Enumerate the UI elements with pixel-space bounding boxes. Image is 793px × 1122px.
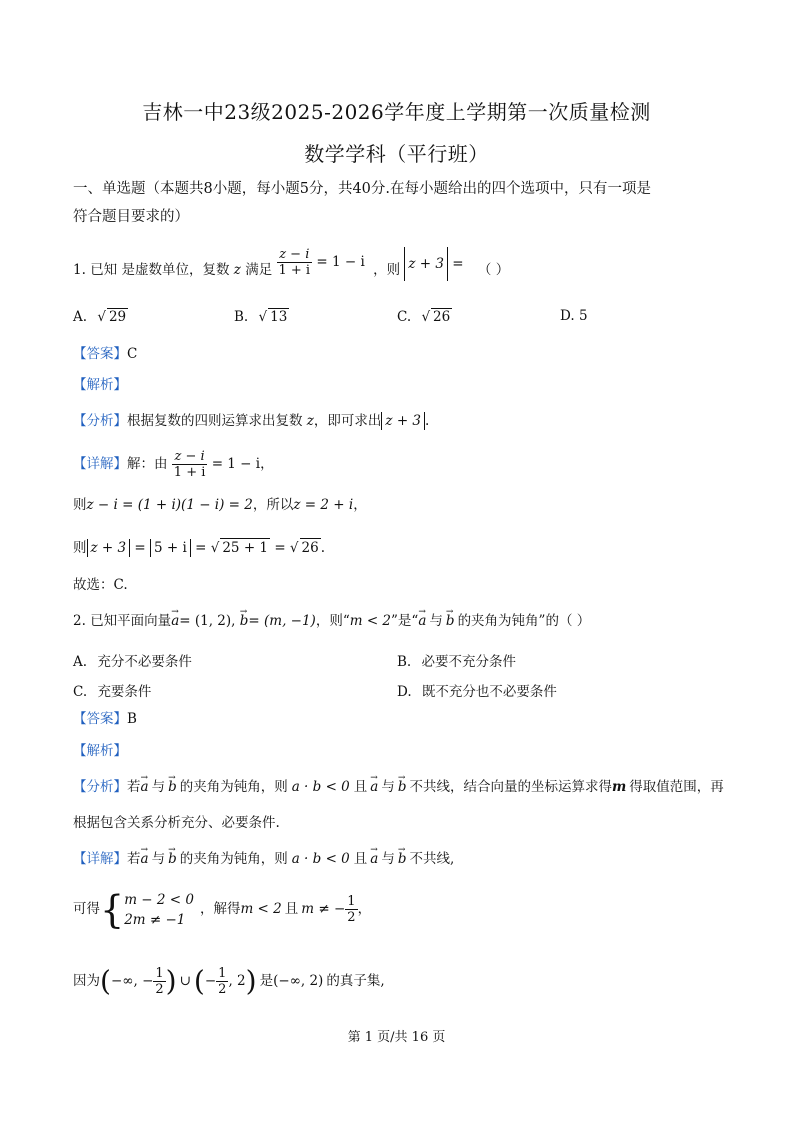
q2-stem-mid2: ”是“ [391,613,419,629]
sys-line2: 2m ≠ −1 [124,911,186,928]
q2-answer [73,710,137,728]
answer-tag: 【答案】 [73,711,127,727]
q2-fenxi-line2: 根据包含关系分析充分、必要条件. [73,815,280,831]
fenxi-var-z: z [306,413,314,429]
q2-stem-pre: 已知平面向量 [90,613,172,629]
q1-stem-pre: 已知 是虚数单位，复数 [90,262,230,278]
q2-number: 2. [73,613,86,629]
last-set3: (−∞, 2) [273,973,324,989]
fenxi-p3: 的夹角为钝角，则 [179,779,288,795]
xj-p2: 与 [151,851,166,867]
sys-line1: m − 2 < 0 [124,891,194,908]
option-value: 26 [433,309,451,325]
q2-option-a [73,650,192,670]
last-union: ∪ [179,973,191,989]
q1-analysis-tag [73,376,127,394]
q2-stem: 2. 已知平面向量→ a= (1, 2), → b= (m, −1)，则“m < 2”是“→ a 与→ b 的夹角为钝角”的（ ） [73,612,590,630]
q1-frac-num: z − i [277,247,313,263]
vec-a: → a [370,850,378,868]
q1-stem-post: ，则 [373,262,401,278]
option-value: 充要条件 [97,684,152,700]
option-label: C. [397,309,412,325]
fenxi-abs: z + 3 [381,412,425,430]
option-label: D. [397,684,412,700]
xj-frac-num: z − i [172,449,208,465]
q1-number: 1. [73,262,86,278]
q2-option-d [397,680,557,700]
sys-frac-den: 2 [347,910,356,925]
page-subtitle: 数学学科（平行班） [304,142,489,166]
vec-a: → a [141,778,149,796]
section-heading: 一、单选题（本题共8小题，每小题5分，共40分.在每小题给出的四个选项中，只有一项是 [73,181,652,197]
sys-pre: 可得 [73,901,100,917]
q2-vec-a-val: = (1, 2) [179,613,232,629]
option-value: 13 [270,309,288,325]
q2-analysis-tag [73,742,127,760]
vec-a: → a [370,778,378,796]
option-label: B. [397,654,412,670]
last-mid: 是 [259,973,274,989]
fenxi-p6: 不共线，结合向量的坐标运算求得 [409,779,612,795]
q1-eq: = [452,256,464,272]
answer-tag: 【答案】 [73,346,127,362]
fenxi-tag: 【分析】 [73,779,127,795]
xj2-result: z = 2 + i [293,497,354,513]
q1-frac-den: 1 + i [278,263,311,278]
xj-p5: 与 [381,851,395,867]
page-footer: 第 1 页/共 16 页 [347,1030,446,1045]
q1-var-z: z [233,262,241,278]
fenxi-m: m [612,779,627,795]
fenxi-p7: 得取值范围，再 [629,779,724,795]
q1-option-c: C. √ 26 [397,309,451,325]
option-value: 充分不必要条件 [97,654,192,670]
xj3-abs-b: 5 + i [150,539,191,557]
q2-stem-b: → b [446,612,455,630]
fenxi-tag: 【分析】 [73,413,127,429]
q2-option-c [73,680,151,700]
fenxi-text: 根据复数的四则运算求出复数 [127,413,303,429]
fenxi-p4: 且 [353,779,368,795]
last-frac2: $\frac{1}{2}$ [218,966,227,997]
q2-stem-mid: ，则“ [315,613,350,629]
last-set1-a: −∞, − [110,973,154,989]
xj3-end: . [320,540,326,556]
xj-dot: a · b < 0 [291,851,350,867]
q1-xiangjie-line1 [73,444,274,484]
sys-m: m ≠ − [301,901,346,917]
q2-last-line: 因为(−∞, − $\frac{1}{2}$ ) ∪ (− $\frac{1}{2}$ , 2) 是(−∞, 2) 的真子集, [73,964,385,998]
xj3-sqrt1: 25 + 1 [222,540,269,556]
q1-option-d [560,308,588,324]
xj-p6: 不共线, [409,851,455,867]
xj-pre: 解：由 [127,456,168,472]
answer-value: B [127,711,137,727]
fenxi-p1: 若 [127,779,141,795]
q1-eq-rhs: = 1 − i [316,254,365,270]
option-value: 必要不充分条件 [421,654,517,670]
q1-option-a: A. √ 29 [73,309,127,325]
analysis-tag: 【解析】 [73,377,127,393]
q2-system-line: 可得{ m − 2 < 0 2m ≠ −1 ，解得m < 2 且 m ≠ − $\frac{1}{2}$ ， [73,887,372,932]
fenxi-end: . [425,413,430,429]
q2-option-b [397,650,516,670]
analysis-tag: 【解析】 [73,743,127,759]
vec-b: → b [168,778,177,796]
sys-and: 且 [284,901,299,917]
last-set2-b: , 2 [228,973,246,989]
sys-frac-num: 1 [347,894,356,909]
sys-mid: ，解得 [199,901,241,917]
q2-stem-a: → a [418,612,426,630]
q2-stem-post: 的夹角为钝角”的（ ） [457,613,591,629]
xj3-pre: 则 [73,540,87,556]
option-label: A. [73,654,88,670]
q2-vec-b-val: = (m, −1) [248,613,316,629]
option-value: 5 [578,308,588,324]
q2-xiangjie-line1 [73,850,454,868]
vec-b: → b [398,850,407,868]
vec-a: → a [171,612,179,630]
fenxi-p5: 与 [381,779,395,795]
page-title: 吉林一中23级2025-2026学年度上学期第一次质量检测 [142,100,651,124]
fenxi-p2: 与 [151,779,166,795]
xj-eq: = 1 − i [211,456,261,472]
xiangjie-tag: 【详解】 [73,456,127,472]
xj-p4: 且 [353,851,368,867]
last-pre: 因为 [73,973,100,989]
sys-res: m < 2 [240,901,282,917]
xj2-mid: ，所以 [252,497,294,513]
q2-stem-with: 与 [429,613,443,629]
q2-cond: m < 2 [349,613,392,629]
vec-b: → b [398,778,407,796]
q1-option-b: B. √ 13 [234,309,288,325]
xj2-math: z − i = (1 + i)(1 − i) = 2 [86,497,253,513]
sys-fraction [345,894,357,925]
last-set2-a: − [204,973,217,989]
option-value: 29 [108,309,127,325]
q1-answer [73,345,137,363]
q1-xiangjie-line2 [73,496,367,514]
q1-stem [73,247,510,287]
option-value: 既不充分也不必要条件 [421,684,557,700]
q1-conclusion: 故选：C. [73,577,128,593]
q1-paren: （ ） [477,262,510,278]
xj-end: ， [260,456,274,472]
option-label: D. [560,308,575,324]
xj2-end: ， [353,497,367,513]
vec-b: → b [240,612,249,630]
sys-end: ， [357,901,372,917]
xj-p1: 若 [127,851,141,867]
xj3-abs-a: z + 3 [87,539,131,557]
q1-fraction [277,247,313,278]
xj-fraction [172,449,208,480]
q2-fenxi-line1 [73,778,724,796]
option-label: A. [73,309,88,325]
xj-p3: 的夹角为钝角，则 [179,851,288,867]
xj-frac-den: 1 + i [173,465,206,480]
xj3-sqrt2: 26 [301,540,319,556]
last-frac1: $\frac{1}{2}$ [155,966,164,997]
fenxi-dot: a · b < 0 [291,779,350,795]
q1-xiangjie-line3: 则 z + 3 = 5 + i = √ 25 + 1 = √ 26 . [73,540,326,556]
section-heading-cont: 符合题目要求的） [73,209,189,225]
vec-a: → a [141,850,149,868]
last-end: 的真子集, [326,973,385,989]
q1-stem-mid: 满足 [245,262,273,278]
xiangjie-tag: 【详解】 [73,851,127,867]
q1-abs-expr: z + 3 [404,247,448,281]
option-label: C. [73,684,88,700]
vec-b: → b [168,850,177,868]
answer-value: C [127,346,138,362]
option-label: B. [234,309,249,325]
fenxi-text2: ，即可求出 [313,413,382,429]
q1-fenxi [73,412,429,430]
xj2-pre: 则 [73,497,87,513]
